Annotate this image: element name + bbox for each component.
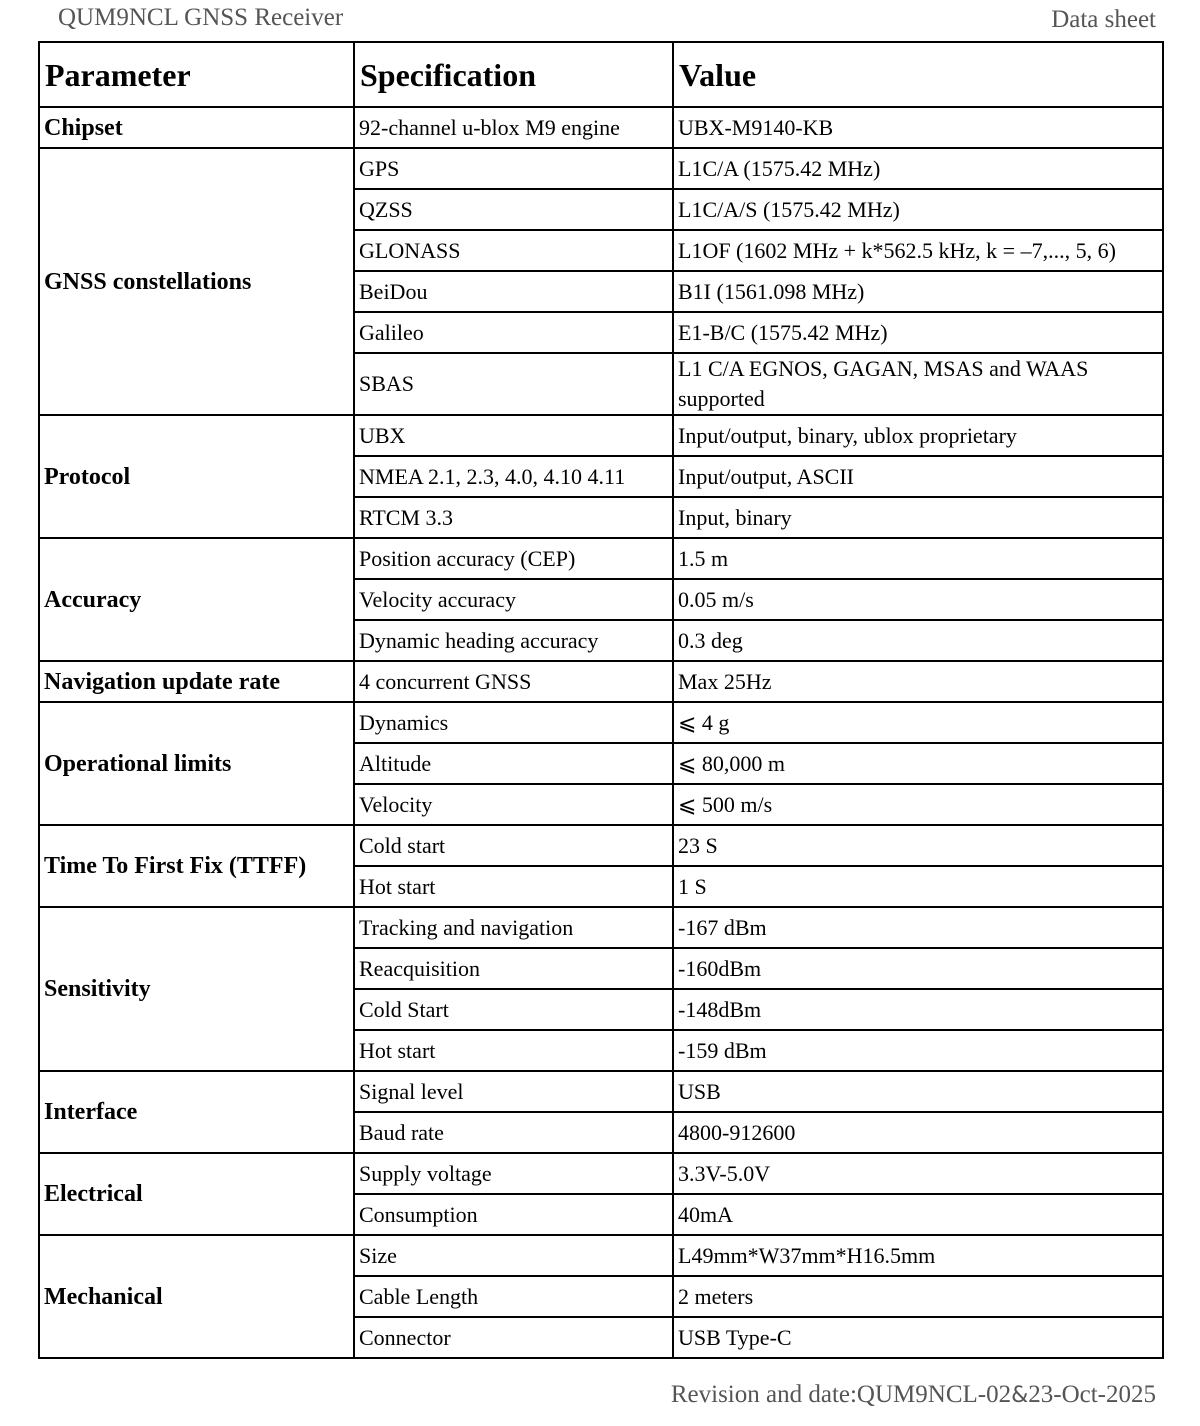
- specification-cell: 4 concurrent GNSS: [354, 661, 673, 702]
- value-cell: B1I (1561.098 MHz): [673, 271, 1163, 312]
- table-row: [39, 1153, 1163, 1194]
- value-cell: 0.3 deg: [673, 620, 1163, 661]
- value-cell: ⩽ 500 m/s: [673, 784, 1163, 825]
- parameter-cell: Navigation update rate: [39, 661, 354, 702]
- table-row: [39, 661, 1163, 702]
- specification-cell: Velocity: [354, 784, 673, 825]
- specification-cell: Dynamics: [354, 702, 673, 743]
- specification-cell: Tracking and navigation: [354, 907, 673, 948]
- value-cell: 1 S: [673, 866, 1163, 907]
- value-cell: -160dBm: [673, 948, 1163, 989]
- column-header-specification: Specification: [354, 42, 673, 107]
- table-row: [39, 1235, 1163, 1276]
- revision-ampersand: &: [1011, 1383, 1029, 1408]
- specification-cell: Signal level: [354, 1071, 673, 1112]
- parameter-cell: Sensitivity: [39, 907, 354, 1071]
- spec-table: [38, 41, 1164, 1359]
- value-cell: USB Type-C: [673, 1317, 1163, 1358]
- value-cell: ⩽ 4 g: [673, 702, 1163, 743]
- table-row: [39, 538, 1163, 579]
- table-header-row: [39, 42, 1163, 107]
- table-row: [39, 415, 1163, 456]
- specification-cell: Baud rate: [354, 1112, 673, 1153]
- specification-cell: QZSS: [354, 189, 673, 230]
- table-body: [39, 107, 1163, 1358]
- specification-cell: Connector: [354, 1317, 673, 1358]
- table-row: [39, 825, 1163, 866]
- specification-cell: Cold start: [354, 825, 673, 866]
- specification-cell: Hot start: [354, 1030, 673, 1071]
- specification-cell: Altitude: [354, 743, 673, 784]
- value-cell: 4800-912600: [673, 1112, 1163, 1153]
- specification-cell: SBAS: [354, 353, 673, 415]
- revision-label: Revision and date:QUM9NCL-02: [670, 1381, 1012, 1408]
- specification-cell: Supply voltage: [354, 1153, 673, 1194]
- table-row: [39, 702, 1163, 743]
- parameter-cell: Interface: [39, 1071, 354, 1153]
- parameter-cell: Operational limits: [39, 702, 354, 825]
- specification-cell: Cold Start: [354, 989, 673, 1030]
- value-cell: 23 S: [673, 825, 1163, 866]
- value-cell: 40mA: [673, 1194, 1163, 1235]
- specification-cell: UBX: [354, 415, 673, 456]
- value-cell: E1-B/C (1575.42 MHz): [673, 312, 1163, 353]
- value-cell: 3.3V-5.0V: [673, 1153, 1163, 1194]
- specification-cell: Position accuracy (CEP): [354, 538, 673, 579]
- value-cell: 2 meters: [673, 1276, 1163, 1317]
- specification-cell: RTCM 3.3: [354, 497, 673, 538]
- document-type: Data sheet: [1051, 6, 1156, 33]
- specification-cell: Hot start: [354, 866, 673, 907]
- value-cell: -167 dBm: [673, 907, 1163, 948]
- column-header-parameter: Parameter: [39, 42, 354, 107]
- specification-cell: Size: [354, 1235, 673, 1276]
- parameter-cell: GNSS constellations: [39, 148, 354, 415]
- revision-date: 23-Oct-2025: [1028, 1381, 1156, 1408]
- value-cell: 0.05 m/s: [673, 579, 1163, 620]
- value-cell: L49mm*W37mm*H16.5mm: [673, 1235, 1163, 1276]
- parameter-cell: Accuracy: [39, 538, 354, 661]
- column-header-value: Value: [673, 42, 1163, 107]
- specification-cell: Dynamic heading accuracy: [354, 620, 673, 661]
- parameter-cell: Time To First Fix (TTFF): [39, 825, 354, 907]
- document-title: QUM9NCL GNSS Receiver: [58, 4, 344, 31]
- specification-cell: Galileo: [354, 312, 673, 353]
- table-row: [39, 907, 1163, 948]
- specification-cell: 92-channel u-blox M9 engine: [354, 107, 673, 148]
- value-cell: -148dBm: [673, 989, 1163, 1030]
- value-cell: USB: [673, 1071, 1163, 1112]
- specification-cell: Velocity accuracy: [354, 579, 673, 620]
- parameter-cell: Electrical: [39, 1153, 354, 1235]
- parameter-cell: Chipset: [39, 107, 354, 148]
- specification-cell: Consumption: [354, 1194, 673, 1235]
- revision-footer: [671, 1381, 1156, 1409]
- value-cell: UBX-M9140-KB: [673, 107, 1163, 148]
- specification-cell: Cable Length: [354, 1276, 673, 1317]
- specification-cell: NMEA 2.1, 2.3, 4.0, 4.10 4.11: [354, 456, 673, 497]
- parameter-cell: Protocol: [39, 415, 354, 538]
- value-cell: 1.5 m: [673, 538, 1163, 579]
- parameter-cell: Mechanical: [39, 1235, 354, 1358]
- specification-cell: GLONASS: [354, 230, 673, 271]
- value-cell: Input/output, ASCII: [673, 456, 1163, 497]
- table-row: [39, 107, 1163, 148]
- specification-cell: GPS: [354, 148, 673, 189]
- table-row: [39, 148, 1163, 189]
- value-cell: ⩽ 80,000 m: [673, 743, 1163, 784]
- value-cell: Max 25Hz: [673, 661, 1163, 702]
- value-cell: -159 dBm: [673, 1030, 1163, 1071]
- value-cell: L1OF (1602 MHz + k*562.5 kHz, k = –7,..., 5, 6): [673, 230, 1163, 271]
- value-cell: L1 C/A EGNOS, GAGAN, MSAS and WAAS supported: [673, 353, 1163, 415]
- value-cell: L1C/A (1575.42 MHz): [673, 148, 1163, 189]
- value-cell: Input, binary: [673, 497, 1163, 538]
- specification-cell: BeiDou: [354, 271, 673, 312]
- table-row: [39, 1071, 1163, 1112]
- value-cell: L1C/A/S (1575.42 MHz): [673, 189, 1163, 230]
- value-cell: Input/output, binary, ublox proprietary: [673, 415, 1163, 456]
- specification-cell: Reacquisition: [354, 948, 673, 989]
